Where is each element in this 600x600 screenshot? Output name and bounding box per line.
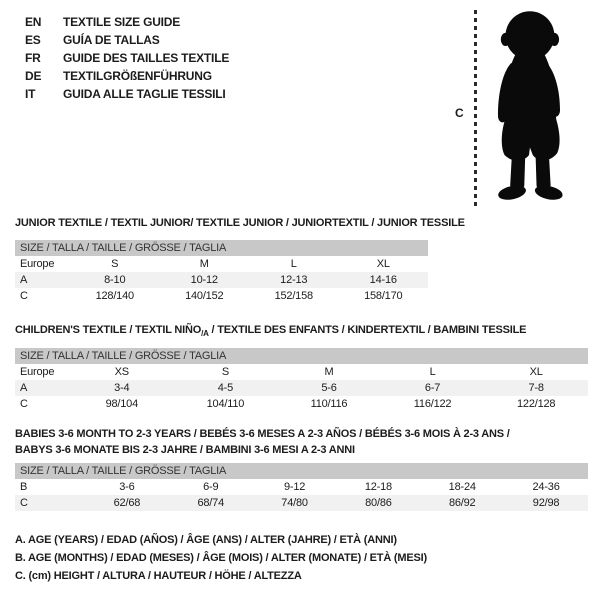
junior-size-table bbox=[15, 240, 428, 304]
language-row-it bbox=[25, 85, 229, 103]
table-row-height bbox=[15, 396, 588, 412]
language-row-fr bbox=[25, 49, 229, 67]
row-label: A bbox=[20, 274, 28, 286]
table-cell: 4-5 bbox=[217, 382, 234, 394]
legend-notes bbox=[15, 534, 427, 588]
note-age-months: B. AGE (MONTHS) / EDAD (MESES) / ÂGE (MOIS) / ALTER (MONATE) / ETÀ (MESI) bbox=[15, 552, 427, 564]
babies-title-line1: BABIES 3-6 MONTH TO 2-3 YEARS / BEBÉS 3-6 MESES A 2-3 AÑOS / BÉBÉS 3-6 MOIS À 2-3 ANS / bbox=[15, 428, 510, 440]
babies-title-line2: BABYS 3-6 MONATE BIS 2-3 JAHRE / BAMBINI 3-6 MESI A 2-3 ANNI bbox=[15, 444, 355, 456]
language-title: GUIDE DES TAILLES TEXTILE bbox=[63, 51, 230, 65]
table-cell: 74/80 bbox=[281, 497, 308, 509]
table-cell: 86/92 bbox=[448, 497, 476, 509]
table-cell: 140/152 bbox=[185, 290, 224, 302]
row-label: A bbox=[20, 382, 28, 394]
table-cell: 14-16 bbox=[369, 274, 397, 286]
table-cell: 5-6 bbox=[321, 382, 337, 394]
language-list bbox=[25, 13, 229, 103]
table-cell: 98/104 bbox=[105, 398, 139, 410]
table-cell: 80/86 bbox=[365, 497, 392, 509]
baby-silhouette-icon bbox=[482, 8, 576, 210]
row-label: C bbox=[20, 497, 28, 509]
table-cell: 128/140 bbox=[95, 290, 134, 302]
table-cell: 92/98 bbox=[532, 497, 560, 509]
table-cell: 24-36 bbox=[532, 481, 560, 493]
size-header-band: SIZE / TALLA / TAILLE / GRÖSSE / TAGLIA bbox=[15, 348, 588, 364]
row-label: Europe bbox=[20, 366, 55, 378]
language-code: FR bbox=[25, 51, 41, 65]
table-cell: 10-12 bbox=[190, 274, 218, 286]
language-code: ES bbox=[25, 33, 41, 47]
table-cell: 158/170 bbox=[364, 290, 403, 302]
table-cell: 3-4 bbox=[114, 382, 130, 394]
table-row-europe bbox=[15, 256, 428, 272]
language-row-en bbox=[25, 13, 229, 31]
table-cell: XS bbox=[114, 366, 129, 378]
table-cell: M bbox=[324, 366, 334, 378]
table-cell: 6-7 bbox=[424, 382, 441, 394]
height-marker-label: C bbox=[455, 106, 464, 120]
table-row-age bbox=[15, 272, 428, 288]
row-label: Europe bbox=[20, 258, 55, 270]
language-code: DE bbox=[25, 69, 42, 83]
table-cell: 12-18 bbox=[364, 481, 392, 493]
table-cell: L bbox=[429, 366, 436, 378]
note-height-cm: C. (cm) HEIGHT / ALTURA / HAUTEUR / HÖHE / ALTEZZA bbox=[15, 570, 302, 582]
table-row-months bbox=[15, 479, 588, 495]
table-cell: 116/122 bbox=[413, 398, 452, 410]
table-cell: M bbox=[199, 258, 209, 270]
language-title: GUIDA ALLE TAGLIE TESSILI bbox=[63, 87, 226, 101]
children-size-table bbox=[15, 348, 588, 412]
table-cell: 68/74 bbox=[197, 497, 224, 509]
table-cell: 122/128 bbox=[516, 398, 556, 410]
language-code: EN bbox=[25, 15, 42, 29]
table-cell: L bbox=[290, 258, 297, 270]
table-cell: 7-8 bbox=[528, 382, 544, 394]
table-cell: XL bbox=[376, 258, 390, 270]
table-cell: 104/110 bbox=[206, 398, 245, 410]
height-dashed-line bbox=[474, 10, 477, 207]
table-cell: 9-12 bbox=[283, 481, 306, 493]
children-title-pre: CHILDREN'S TEXTILE / TEXTIL NIÑO bbox=[15, 324, 202, 336]
row-label: C bbox=[20, 398, 28, 410]
table-cell: 62/68 bbox=[113, 497, 141, 509]
table-cell: 12-13 bbox=[280, 274, 308, 286]
babies-table-title bbox=[15, 426, 575, 458]
table-row-age bbox=[15, 380, 588, 396]
table-cell: 8-10 bbox=[104, 274, 126, 286]
language-title: TEXTILE SIZE GUIDE bbox=[63, 15, 181, 29]
junior-table-title: JUNIOR TEXTILE / TEXTIL JUNIOR/ TEXTILE JUNIOR / JUNIORTEXTIL / JUNIOR TESSILE bbox=[15, 217, 465, 229]
language-code: IT bbox=[25, 87, 36, 101]
children-title-sub: /A bbox=[201, 329, 209, 339]
table-cell: 152/158 bbox=[274, 290, 313, 302]
note-age-years: A. AGE (YEARS) / EDAD (AÑOS) / ÂGE (ANS) / ALTER (JAHRE) / ETÀ (ANNI) bbox=[15, 534, 397, 546]
table-cell: 110/116 bbox=[310, 398, 348, 410]
table-cell: S bbox=[111, 258, 119, 270]
language-title: GUÍA DE TALLAS bbox=[63, 33, 160, 47]
children-table-title bbox=[15, 324, 526, 340]
size-header-band: SIZE / TALLA / TAILLE / GRÖSSE / TAGLIA bbox=[15, 240, 428, 256]
size-header-band: SIZE / TALLA / TAILLE / GRÖSSE / TAGLIA bbox=[15, 463, 588, 479]
table-cell: 6-9 bbox=[203, 481, 219, 493]
row-label: B bbox=[20, 481, 28, 493]
babies-size-table bbox=[15, 463, 588, 511]
row-label: C bbox=[20, 290, 28, 302]
table-cell: 3-6 bbox=[119, 481, 135, 493]
table-row-height bbox=[15, 495, 588, 511]
table-cell: S bbox=[221, 366, 229, 378]
language-row-de bbox=[25, 67, 229, 85]
language-row-es bbox=[25, 31, 229, 49]
language-title: TEXTILGRÖßENFÜHRUNG bbox=[63, 69, 212, 83]
table-cell: 18-24 bbox=[448, 481, 476, 493]
table-cell: XL bbox=[529, 366, 543, 378]
table-row-europe bbox=[15, 364, 588, 380]
table-row-height bbox=[15, 288, 428, 304]
children-title-post: / TEXTILE DES ENFANTS / KINDERTEXTIL / BAMBINI TESSILE bbox=[208, 324, 527, 336]
